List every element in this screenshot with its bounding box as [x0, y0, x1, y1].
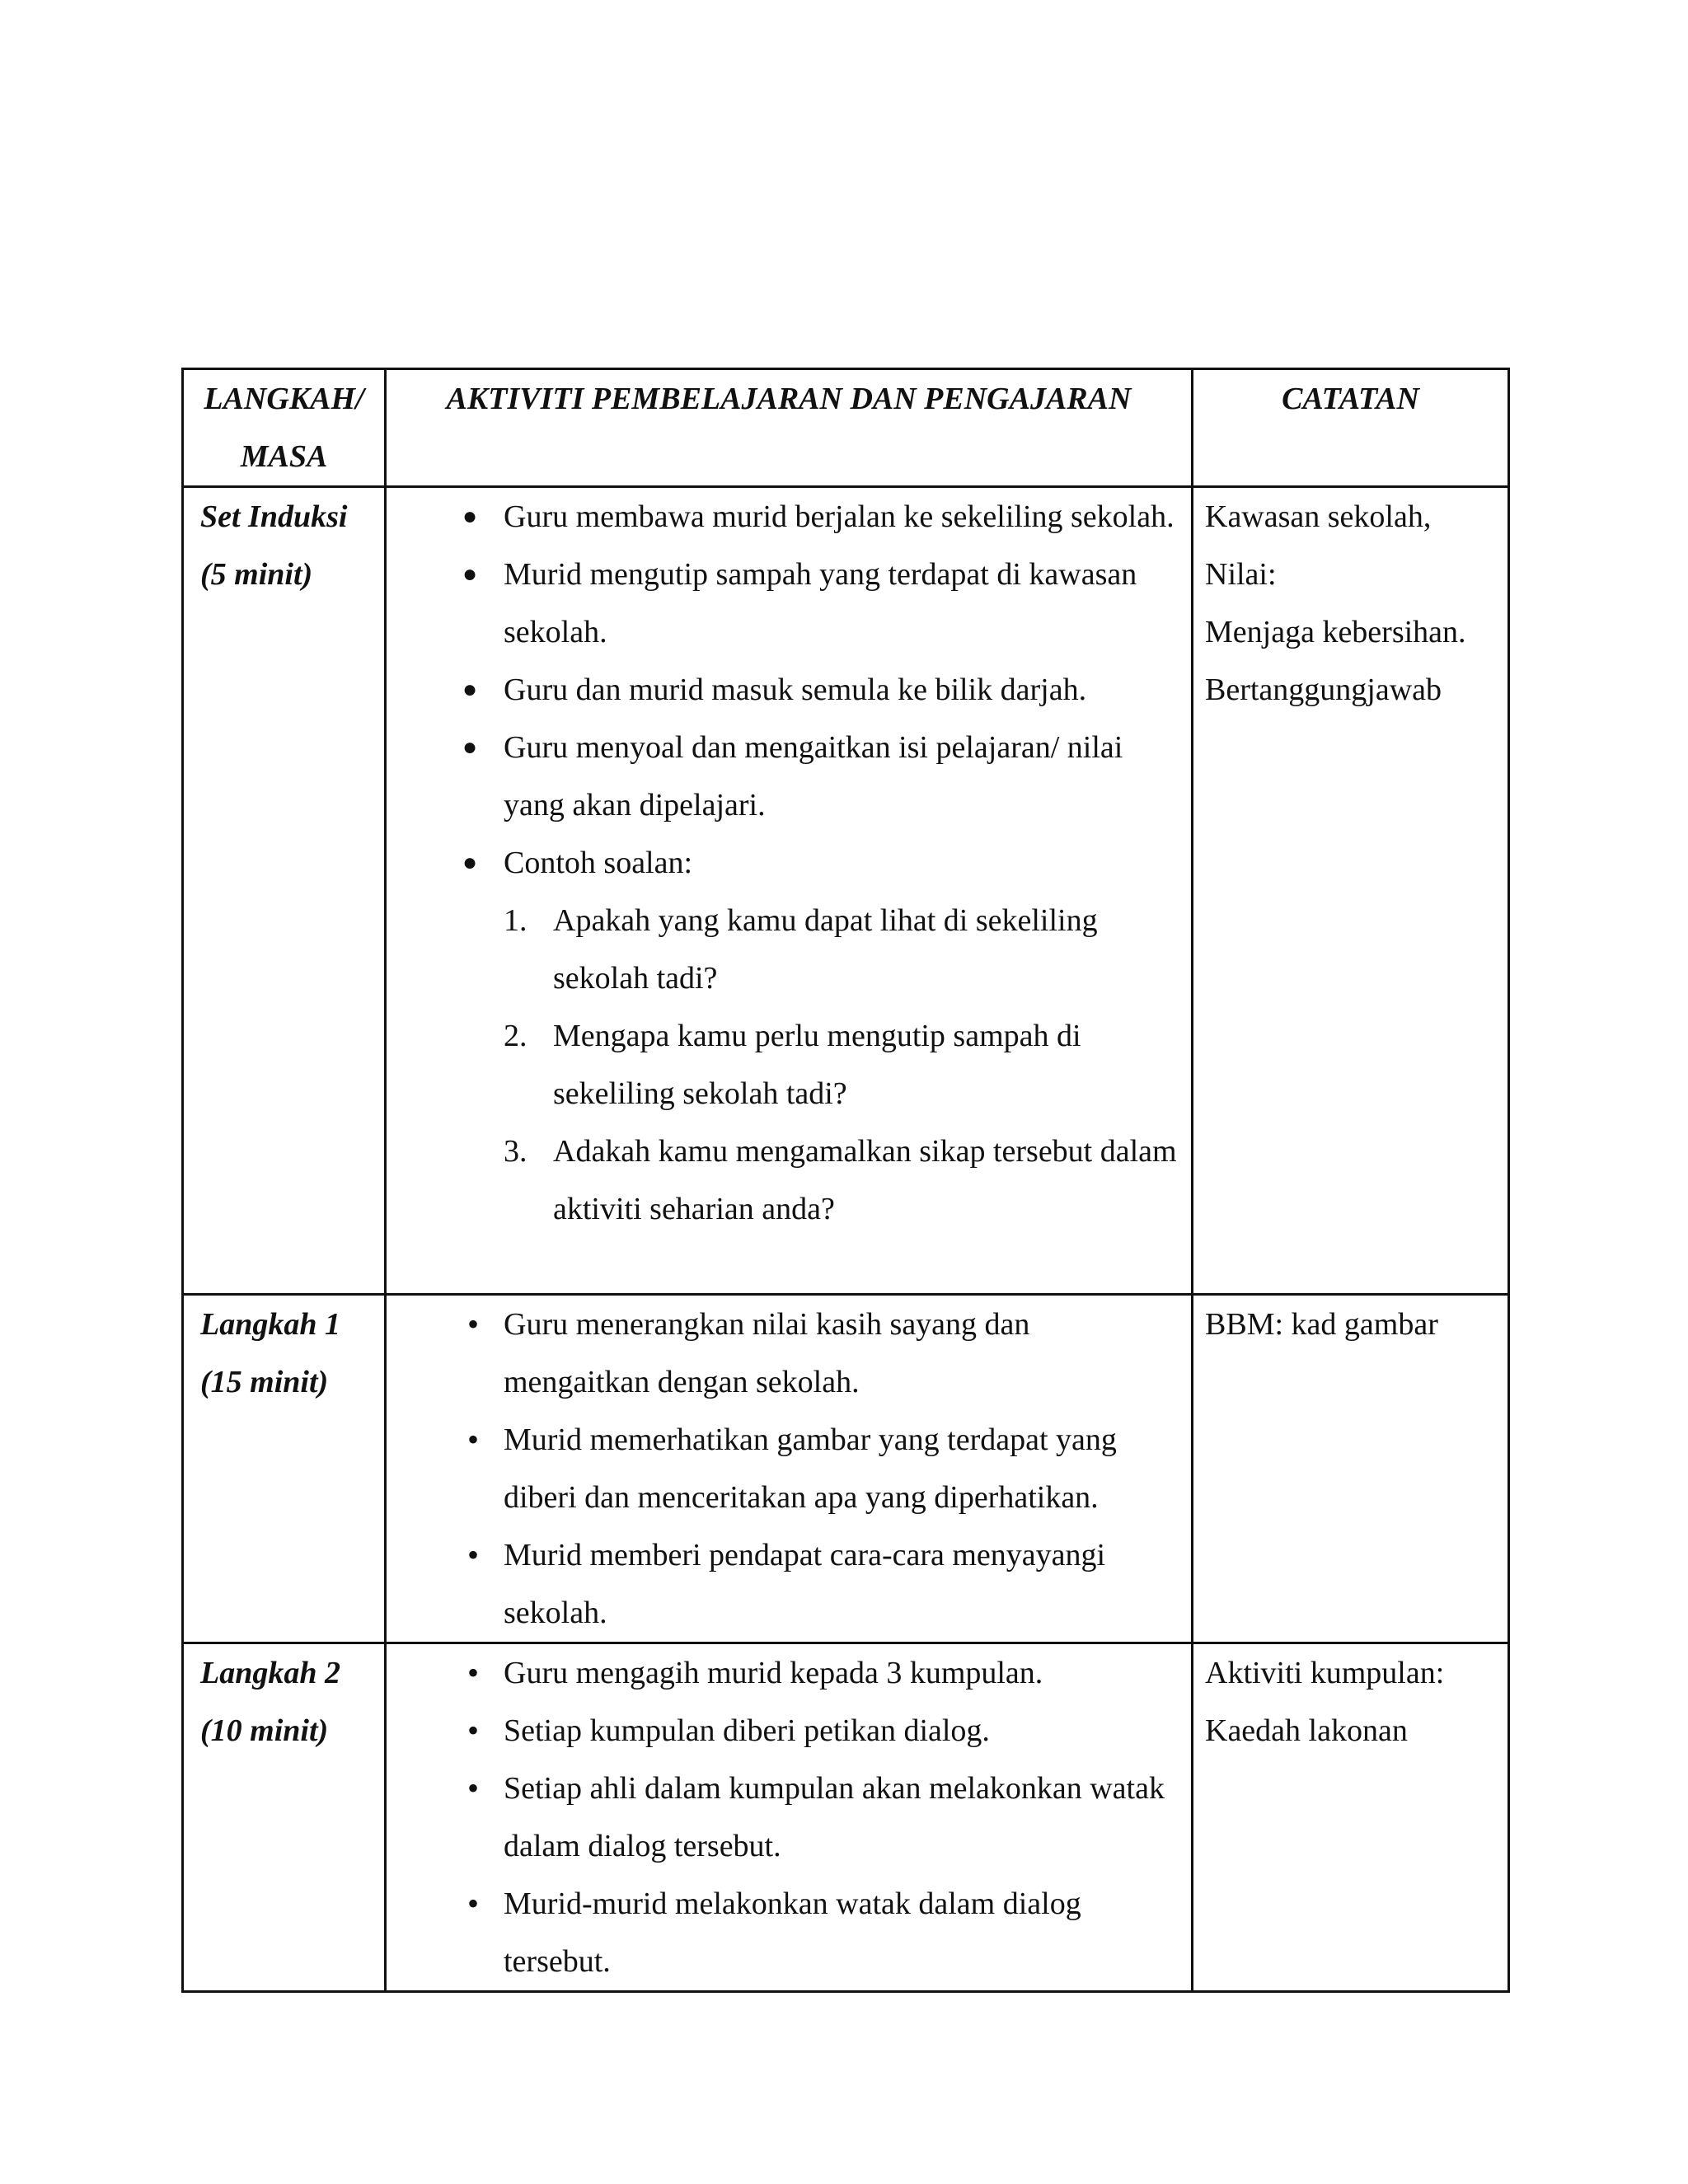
list-item: • Murid-murid melakonkan watak dalam dialog tersebut.	[398, 1875, 1179, 1990]
activity-list	[398, 488, 1179, 892]
note-line: Kaedah lakonan	[1205, 1713, 1408, 1748]
note-line: Menjaga kebersihan.	[1205, 615, 1466, 649]
notes-cell	[1193, 1643, 1509, 1992]
header-langkah: LANGKAH/	[204, 382, 364, 416]
table-header-row	[183, 369, 1509, 487]
activity-list	[398, 1296, 1179, 1642]
list-item: • Guru mengagih murid kepada 3 kumpulan.	[398, 1644, 1179, 1702]
notes-cell	[1193, 1295, 1509, 1643]
step-name: Langkah 1	[200, 1307, 340, 1342]
step-time: (5 minit)	[200, 557, 313, 592]
bullet-icon: ●	[462, 849, 478, 876]
table-row	[183, 1643, 1509, 1992]
step-time: (10 minit)	[200, 1713, 329, 1748]
bullet-icon: •	[467, 1536, 479, 1573]
header-langkah-masa	[183, 369, 386, 487]
bullet-icon: •	[467, 1654, 479, 1691]
step-name: Langkah 2	[200, 1656, 340, 1690]
step-time: (15 minit)	[200, 1365, 329, 1399]
list-item: ● Contoh soalan:	[398, 834, 1179, 892]
list-item: ● Guru menyoal dan mengaitkan isi pelajaran/ nilai yang akan dipelajari.	[398, 719, 1179, 834]
step-cell	[183, 487, 386, 1295]
list-item: ● Guru dan murid masuk semula ke bilik darjah.	[398, 661, 1179, 719]
list-item: • Murid memberi pendapat cara-cara menyayangi sekolah.	[398, 1526, 1179, 1642]
bullet-icon: •	[467, 1712, 479, 1749]
step-cell	[183, 1295, 386, 1643]
list-item: • Guru menerangkan nilai kasih sayang dan mengaitkan dengan sekolah.	[398, 1296, 1179, 1411]
activities-cell	[386, 1643, 1193, 1992]
question-list	[398, 892, 1179, 1238]
lesson-plan-table	[181, 368, 1510, 1993]
note-line: Bertanggungjawab	[1205, 673, 1442, 707]
bullet-icon: ●	[462, 733, 478, 761]
note-line: Aktiviti kumpulan:	[1205, 1656, 1445, 1690]
activity-list	[398, 1644, 1179, 1990]
notes-cell	[1193, 487, 1509, 1295]
header-masa: MASA	[240, 439, 328, 474]
question-item: 3. Adakah kamu mengamalkan sikap tersebut dalam aktiviti seharian anda?	[504, 1134, 1177, 1226]
header-aktiviti: AKTIVITI PEMBELAJARAN DAN PENGAJARAN	[386, 369, 1193, 487]
step-name: Set Induksi	[200, 499, 348, 534]
bullet-icon: ●	[462, 676, 478, 703]
activities-cell	[386, 1295, 1193, 1643]
table-row	[183, 487, 1509, 1295]
bullet-icon: •	[467, 1885, 479, 1922]
table-row	[183, 1295, 1509, 1643]
note-line: BBM: kad gambar	[1205, 1307, 1438, 1342]
bullet-icon: •	[467, 1769, 479, 1807]
question-item: 1. Apakah yang kamu dapat lihat di sekeliling sekolah tadi?	[504, 903, 1098, 996]
step-cell	[183, 1643, 386, 1992]
note-line: Nilai:	[1205, 557, 1277, 592]
header-catatan: CATATAN	[1193, 369, 1509, 487]
bullet-icon: •	[467, 1421, 479, 1458]
note-line: Kawasan sekolah,	[1205, 499, 1432, 534]
list-item: • Setiap ahli dalam kumpulan akan melakonkan watak dalam dialog tersebut.	[398, 1760, 1179, 1875]
bullet-icon: •	[467, 1305, 479, 1343]
list-item: ● Murid mengutip sampah yang terdapat di kawasan sekolah.	[398, 546, 1179, 661]
list-item: • Setiap kumpulan diberi petikan dialog.	[398, 1702, 1179, 1760]
bullet-icon: ●	[462, 560, 478, 588]
list-item: ● Guru membawa murid berjalan ke sekeliling sekolah.	[398, 488, 1179, 546]
activities-cell	[386, 487, 1193, 1295]
question-item: 2. Mengapa kamu perlu mengutip sampah di sekeliling sekolah tadi?	[504, 1019, 1081, 1111]
list-item: • Murid memerhatikan gambar yang terdapat yang diberi dan menceritakan apa yang diperhatikan.	[398, 1411, 1179, 1526]
bullet-icon: ●	[462, 503, 478, 530]
